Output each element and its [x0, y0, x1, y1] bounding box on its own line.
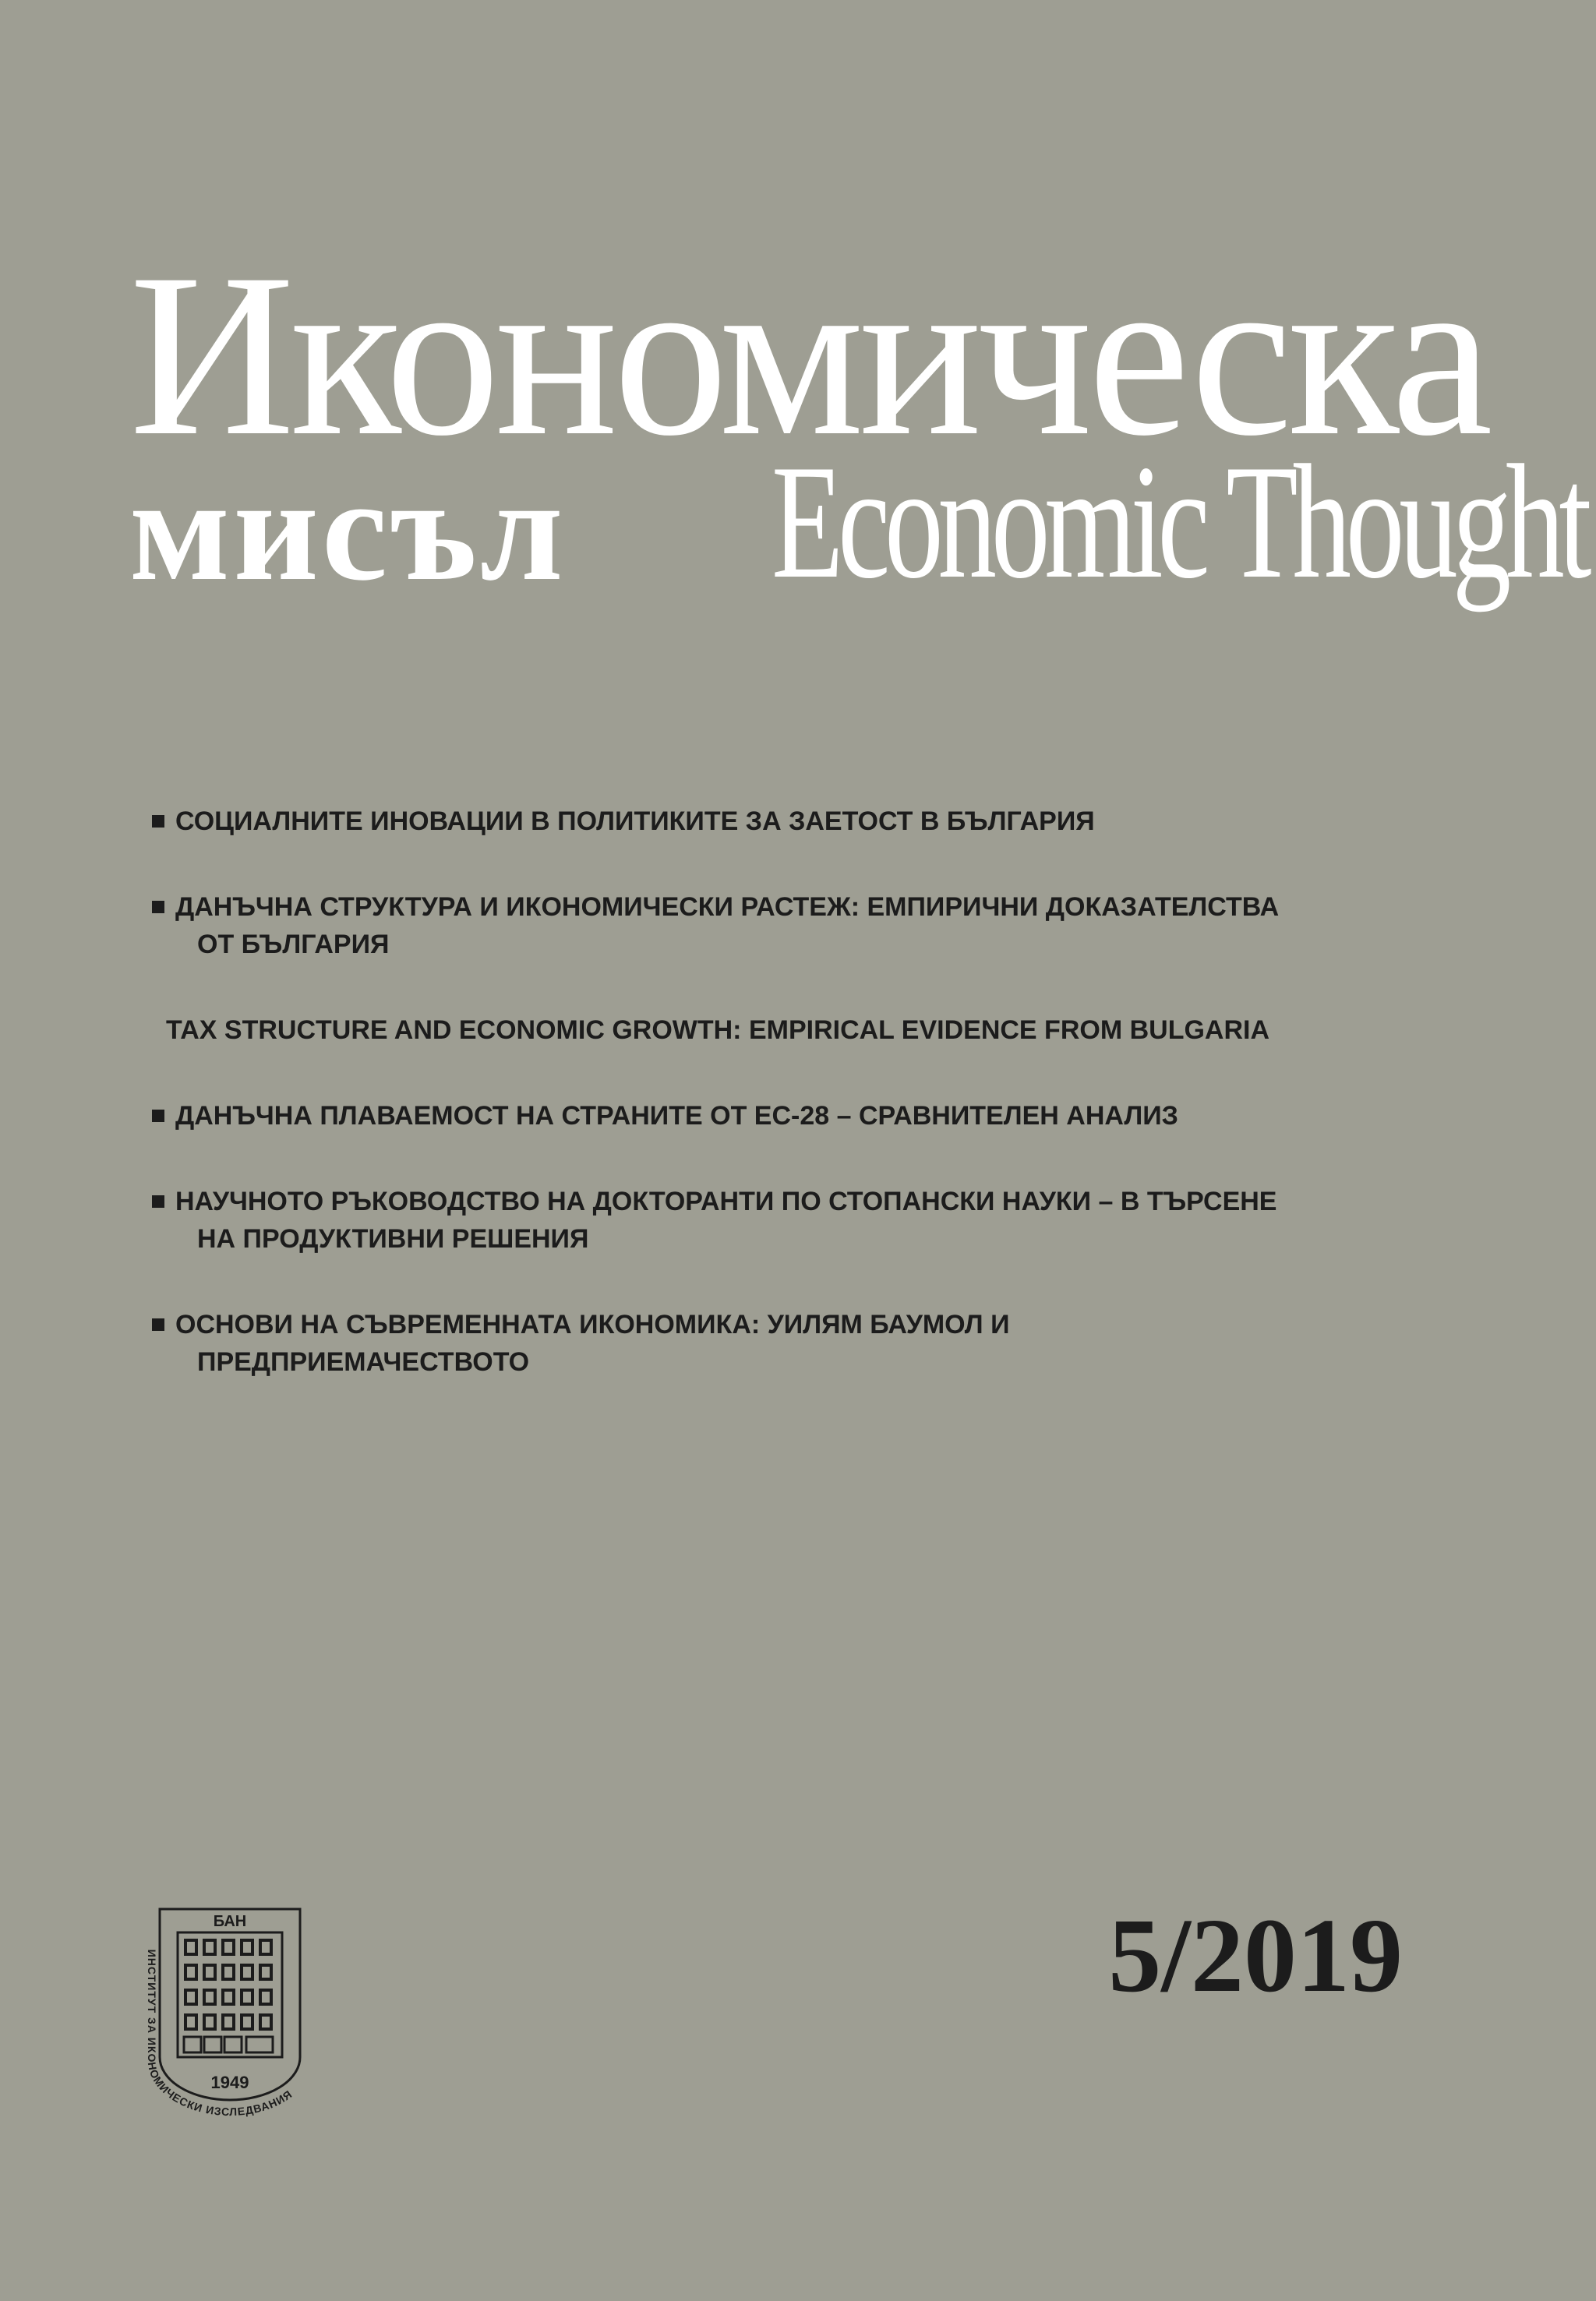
- building-icon: [125, 1893, 335, 2119]
- contents-item-line: ДАНЪЧНА ПЛАВАЕМОСТ НА СТРАНИТЕ ОТ ЕС-28 – СРАВНИТЕЛЕН АНАЛИЗ: [175, 1101, 1178, 1131]
- issue-number: 5/2019: [1108, 1897, 1403, 2014]
- journal-title-bulgarian: Икономическа: [129, 225, 1488, 484]
- contents-item: [152, 1097, 1414, 1135]
- contents-item-line: НАУЧНОТО РЪКОВОДСТВО НА ДОКТОРАНТИ ПО СТОПАНСКИ НАУКИ – В ТЪРСЕНЕ: [175, 1187, 1277, 1216]
- contents-item: [152, 1011, 1414, 1049]
- contents-item-line: ДАНЪЧНА СТРУКТУРА И ИКОНОМИЧЕСКИ РАСТЕЖ: ЕМПИРИЧНИ ДОКАЗАТЕЛСТВА: [175, 892, 1280, 922]
- bullet-square-icon: [152, 1318, 164, 1331]
- journal-title-bulgarian-second-line: мисъл: [129, 448, 567, 612]
- contents-item: [152, 888, 1414, 963]
- contents-item-line: TAX STRUCTURE AND ECONOMIC GROWTH: EMPIRICAL EVIDENCE FROM BULGARIA: [166, 1015, 1270, 1045]
- journal-title-english: Economic Thought: [772, 432, 1587, 612]
- logo-year: 1949: [210, 2073, 249, 2092]
- contents-item: [152, 1183, 1414, 1258]
- institute-logo: [125, 1893, 335, 2119]
- contents-item-line: ОСНОВИ НА СЪВРЕМЕННАТА ИКОНОМИКА: УИЛЯМ БАУМОЛ И: [175, 1310, 1010, 1339]
- logo-ring-text: ИНСТИТУТ ЗА ИКОНОМИЧЕСКИ ИЗСЛЕДВАНИЯ: [145, 1949, 295, 2119]
- contents-item: [152, 1306, 1414, 1381]
- logo-top-label: БАН: [213, 1913, 247, 1930]
- contents-item: [152, 803, 1414, 840]
- bullet-square-icon: [152, 1110, 164, 1122]
- contents-item-line: ПРЕДПРИЕМАЧЕСТВОТО: [197, 1347, 530, 1377]
- bullet-square-icon: [152, 901, 164, 913]
- bullet-square-icon: [152, 815, 164, 828]
- bullet-square-icon: [152, 1195, 164, 1208]
- contents-item-line: ОТ БЪЛГАРИЯ: [197, 930, 390, 959]
- contents-item-line: СОЦИАЛНИТЕ ИНОВАЦИИ В ПОЛИТИКИТЕ ЗА ЗАЕТОСТ В БЪЛГАРИЯ: [175, 806, 1095, 836]
- contents-item-line: НА ПРОДУКТИВНИ РЕШЕНИЯ: [197, 1224, 589, 1254]
